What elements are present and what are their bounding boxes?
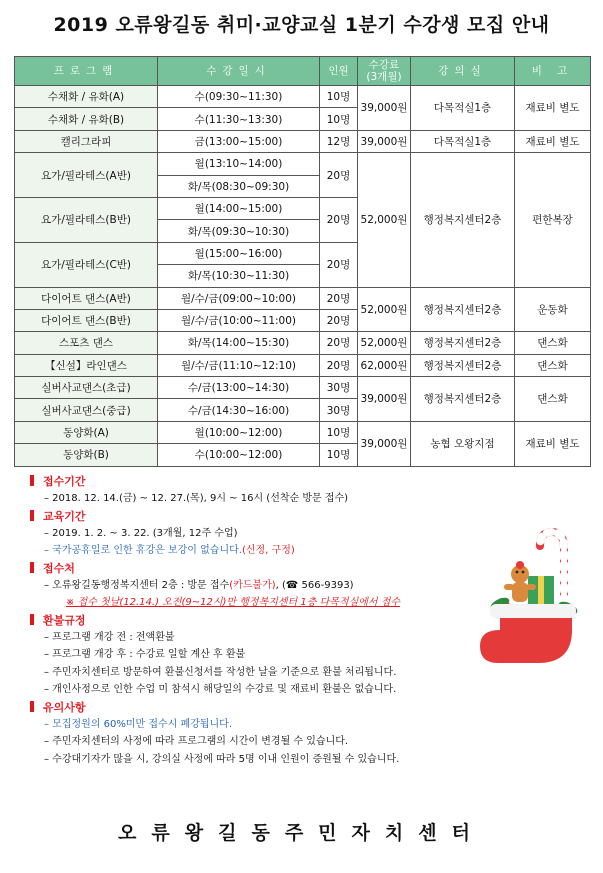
program-cell: 스포츠 댄스 [15,332,158,354]
fee-cell: 52,000원 [358,287,411,332]
header-room: 강의실 [411,57,515,86]
capacity-cell: 12명 [320,130,358,152]
fee-cell: 39,000원 [358,421,411,466]
schedule-cell: 월/수/금(10:00~11:00) [158,309,320,331]
program-cell: 요가/필라테스(A반) [15,153,158,198]
fee-cell: 52,000원 [358,332,411,354]
room-cell: 농협 오왕지점 [411,421,515,466]
header-schedule: 수강일시 [158,57,320,86]
schedule-cell: 수(09:30~11:30) [158,86,320,108]
schedule-cell: 화/목(10:30~11:30) [158,265,320,287]
schedule-cell: 월(15:00~16:00) [158,242,320,264]
note-cell: 운동화 [515,287,591,332]
fee-cell: 39,000원 [358,130,411,152]
capacity-cell: 20명 [320,287,358,309]
note-cell: 댄스화 [515,354,591,376]
schedule-cell: 화/목(09:30~10:30) [158,220,320,242]
bullet-marker-icon [30,562,34,573]
schedule-cell: 금(13:00~15:00) [158,130,320,152]
header-fee: 수강료 (3개월) [358,57,411,86]
capacity-cell: 20명 [320,197,358,242]
program-cell: 실버사교댄스(중급) [15,399,158,421]
program-cell: 요가/필라테스(B반) [15,197,158,242]
bullet-marker-icon [30,475,34,486]
notice-line: – 프로그램 개강 후 : 수강료 일할 계산 후 환불 [44,649,246,660]
schedule-cell: 월(13:10~14:00) [158,153,320,175]
program-cell: 캘리그라피 [15,130,158,152]
program-cell: 【신설】라인댄스 [15,354,158,376]
room-cell: 다목적실1층 [411,86,515,131]
table-row [15,130,591,152]
notice-line: – 수강대기자가 많을 시, 강의실 사정에 따라 5명 이내 인원이 증원될 수 있습니다. [44,753,400,765]
fee-cell: 62,000원 [358,354,411,376]
table-row [15,287,591,309]
cautions [30,699,590,769]
section-heading: 접수기간 [30,473,590,490]
table-header-row [15,57,591,86]
schedule-cell: 월/수/금(11:10~12:10) [158,354,320,376]
notice-line: – 국가공휴일로 인한 휴강은 보강이 없습니다.(신정, 구정) [44,545,295,556]
room-cell: 행정복지센터2층 [411,332,515,354]
fee-cell: 39,000원 [358,86,411,131]
note-cell: 재료비 별도 [515,86,591,131]
capacity-cell: 10명 [320,108,358,130]
christmas-stocking-icon [478,518,588,668]
notice-line: – 개인사정으로 인한 수업 미 참석시 해당일의 수강료 및 재료비 환불은 없습니다. [44,684,397,695]
room-cell: 행정복지센터2층 [411,377,515,422]
capacity-cell: 10명 [320,444,358,466]
organization-footer: 오류왕길동주민자치센터 [118,822,485,844]
schedule-cell: 월(14:00~15:00) [158,197,320,219]
section-heading: 접수처 [30,560,590,577]
program-cell: 동양화(B) [15,444,158,466]
schedule-cell: 월/수/금(09:00~10:00) [158,287,320,309]
table-row [15,421,591,443]
schedule-cell: 수/금(14:30~16:00) [158,399,320,421]
capacity-cell: 10명 [320,421,358,443]
capacity-cell: 30명 [320,399,358,421]
notice-line: – 주민자치센터의 사정에 따라 프로그램의 시간이 변경될 수 있습니다. [44,736,349,747]
schedule-table [14,56,591,467]
program-cell: 동양화(A) [15,421,158,443]
program-cell: 수채화 / 유화(A) [15,86,158,108]
note-cell: 댄스화 [515,377,591,422]
schedule-cell: 월(10:00~12:00) [158,421,320,443]
table-row [15,332,591,354]
schedule-cell: 수/금(13:00~14:30) [158,377,320,399]
notice-line: – 프로그램 개강 전 : 전액환불 [44,631,175,643]
bullet-marker-icon [30,614,34,625]
fee-cell: 52,000원 [358,153,411,287]
program-cell: 수채화 / 유화(B) [15,108,158,130]
capacity-cell: 20명 [320,309,358,331]
table-row [15,153,591,175]
header-capacity: 인원 [320,57,358,86]
program-cell: 요가/필라테스(C반) [15,242,158,287]
schedule-cell: 화/목(08:30~09:30) [158,175,320,197]
table-row [15,354,591,376]
schedule-cell: 수(10:00~12:00) [158,444,320,466]
capacity-cell: 20명 [320,354,358,376]
room-cell: 행정복지센터2층 [411,287,515,332]
fee-cell: 39,000원 [358,377,411,422]
room-cell: 행정복지센터2층 [411,153,515,287]
table-row [15,86,591,108]
header-note: 비 고 [515,57,591,86]
notice-line: – 2019. 1. 2. ~ 3. 22. (3개월, 12주 수업) [44,527,238,539]
schedule-cell: 수(11:30~13:30) [158,108,320,130]
capacity-cell: 10명 [320,86,358,108]
notice-remark: ※ 접수 첫날(12.14.) 오전(9~12시)만 행정복지센터 1층 다목적실에서 접수 [66,597,401,608]
note-cell: 댄스화 [515,332,591,354]
notice-line: – 주민자치센터로 방문하여 환불신청서를 작성한 날을 기준으로 환불 처리됩니다. [44,666,397,678]
note-cell: 재료비 별도 [515,421,591,466]
notice-line: – 모집정원의 60%미만 접수시 폐강됩니다. [44,718,233,730]
section-heading: 환불규정 [30,612,590,629]
capacity-cell: 30명 [320,377,358,399]
program-cell: 실버사교댄스(초급) [15,377,158,399]
note-cell: 재료비 별도 [515,130,591,152]
program-cell: 다이어트 댄스(A반) [15,287,158,309]
bullet-marker-icon [30,510,34,521]
notice-line: – 오류왕길동행정복지센터 2층 : 방문 접수(카드불가), (☎ 566-9393) [44,579,354,591]
page-title: 2019 오류왕길동 취미·교양교실 1분기 수강생 모집 안내 [53,14,550,36]
room-cell: 다목적실1층 [411,130,515,152]
section-heading: 교육기간 [30,508,590,525]
registration-period [30,473,590,508]
header-program: 프로그램 [15,57,158,86]
schedule-cell: 화/목(14:00~15:30) [158,332,320,354]
bullet-marker-icon [30,701,34,712]
notice-line: – 2018. 12. 14.(금) ~ 12. 27.(목), 9시 ~ 16시 (선착순 방문 접수) [44,493,349,504]
program-cell: 다이어트 댄스(B반) [15,309,158,331]
section-heading: 유의사항 [30,699,590,716]
room-cell: 행정복지센터2층 [411,354,515,376]
capacity-cell: 20명 [320,153,358,198]
table-row [15,377,591,399]
capacity-cell: 20명 [320,332,358,354]
capacity-cell: 20명 [320,242,358,287]
note-cell: 편한복장 [515,153,591,287]
